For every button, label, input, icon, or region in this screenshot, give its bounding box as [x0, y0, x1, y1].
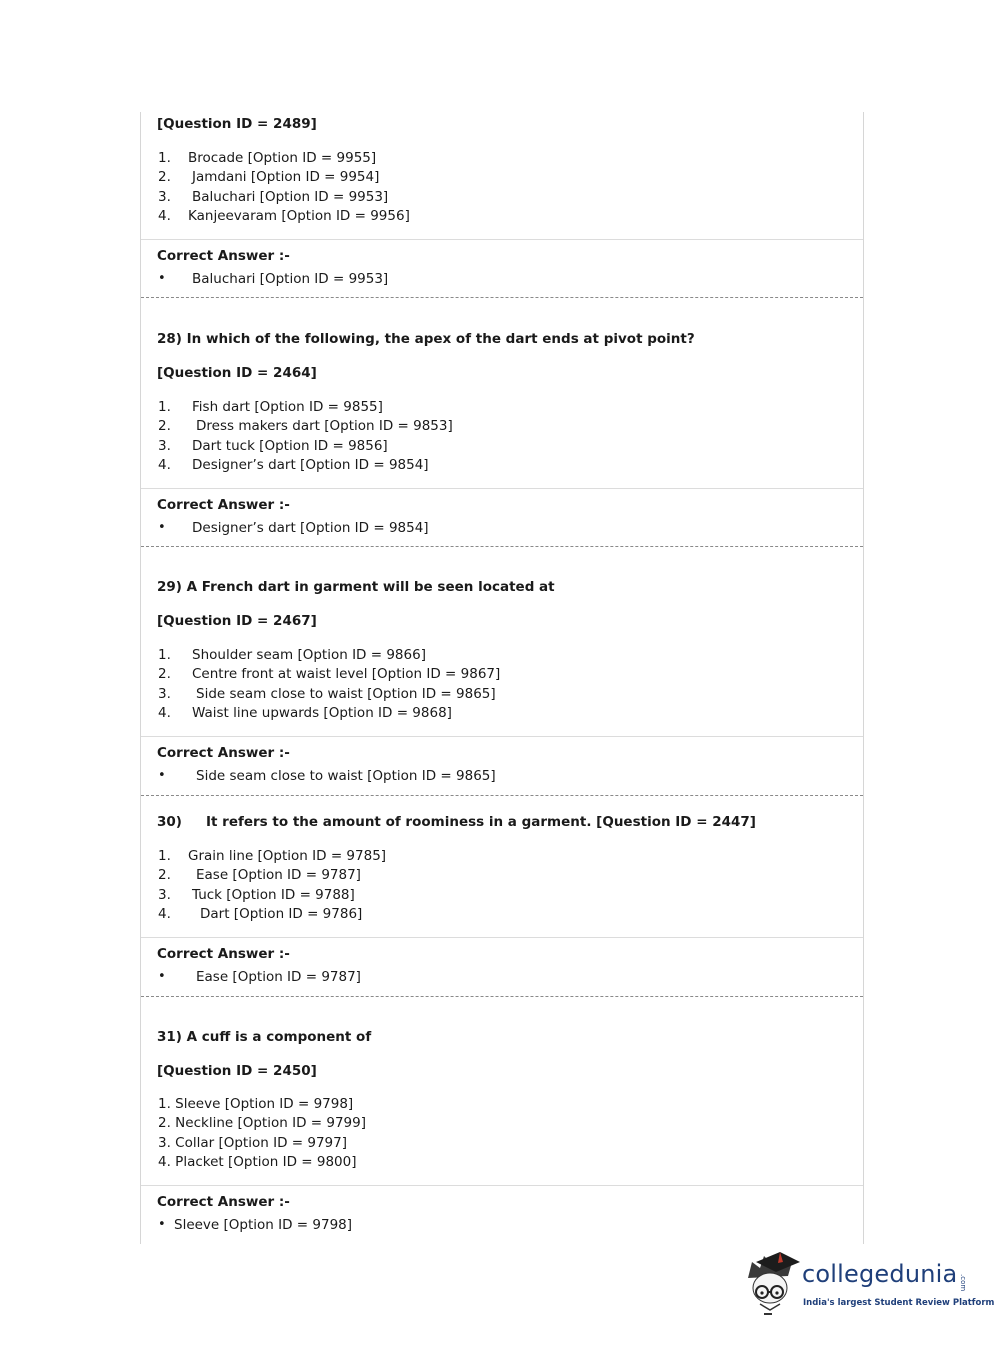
option-text: Shoulder seam [Option ID = 9866]: [192, 647, 426, 663]
option-text: 3. Collar [Option ID = 9797]: [158, 1135, 347, 1151]
divider: [141, 239, 863, 240]
correct-answer-text: Designer’s dart [Option ID = 9854]: [192, 520, 429, 536]
option-number: 3.: [158, 189, 171, 205]
question-id: [Question ID = 2450]: [157, 1063, 317, 1079]
option-text: Dart [Option ID = 9786]: [200, 906, 363, 922]
option-number: 4.: [158, 208, 171, 224]
option-number: 1.: [158, 647, 171, 663]
question-id: [Question ID = 2489]: [157, 116, 317, 132]
question-text: 29) A French dart in garment will be seen located at: [157, 579, 555, 595]
option-text: Jamdani [Option ID = 9954]: [192, 169, 380, 185]
bullet: •: [158, 768, 166, 783]
correct-answer-label: Correct Answer :-: [157, 1194, 290, 1210]
option-text: 1. Sleeve [Option ID = 9798]: [158, 1096, 354, 1112]
bullet: •: [158, 969, 166, 984]
option-text: 2. Neckline [Option ID = 9799]: [158, 1115, 366, 1131]
option-text: 4. Placket [Option ID = 9800]: [158, 1154, 357, 1170]
logo-tagline: India's largest Student Review Platform: [803, 1298, 995, 1308]
question-paper-frame: [140, 112, 864, 1244]
question-separator: [141, 795, 863, 796]
correct-answer-text: Baluchari [Option ID = 9953]: [192, 271, 389, 287]
question-number: 30): [157, 814, 182, 830]
option-text: Designer’s dart [Option ID = 9854]: [192, 457, 429, 473]
bullet: •: [158, 271, 166, 286]
divider: [141, 1185, 863, 1186]
option-number: 2.: [158, 418, 171, 434]
correct-answer-text: Sleeve [Option ID = 9798]: [174, 1217, 353, 1233]
logo-suffix: .com: [959, 1274, 967, 1292]
option-text: Waist line upwards [Option ID = 9868]: [192, 705, 452, 721]
option-number: 2.: [158, 867, 171, 883]
correct-answer-label: Correct Answer :-: [157, 248, 290, 264]
question-text: 28) In which of the following, the apex of the dart ends at pivot point?: [157, 331, 695, 347]
question-separator: [141, 297, 863, 298]
question-text: 31) A cuff is a component of: [157, 1029, 372, 1045]
option-text: Tuck [Option ID = 9788]: [192, 887, 355, 903]
option-text: Brocade [Option ID = 9955]: [188, 150, 377, 166]
bullet: •: [158, 1217, 166, 1232]
option-text: Dress makers dart [Option ID = 9853]: [196, 418, 453, 434]
question-separator: [141, 996, 863, 997]
option-number: 2.: [158, 666, 171, 682]
question-id: [Question ID = 2467]: [157, 613, 317, 629]
correct-answer-label: Correct Answer :-: [157, 497, 290, 513]
option-number: 1.: [158, 150, 171, 166]
question-text: It refers to the amount of roominess in a garment. [Question ID = 2447]: [206, 814, 756, 830]
divider: [141, 937, 863, 938]
option-number: 1.: [158, 848, 171, 864]
option-text: Ease [Option ID = 9787]: [196, 867, 361, 883]
bullet: •: [158, 520, 166, 535]
option-number: 4.: [158, 457, 171, 473]
correct-answer-text: Side seam close to waist [Option ID = 9865]: [196, 768, 496, 784]
option-number: 1.: [158, 399, 171, 415]
mascot-icon: [742, 1248, 802, 1318]
option-text: Dart tuck [Option ID = 9856]: [192, 438, 388, 454]
option-number: 4.: [158, 705, 171, 721]
option-text: Kanjeevaram [Option ID = 9956]: [188, 208, 410, 224]
option-text: Fish dart [Option ID = 9855]: [192, 399, 383, 415]
option-text: Baluchari [Option ID = 9953]: [192, 189, 389, 205]
divider: [141, 736, 863, 737]
option-text: Side seam close to waist [Option ID = 9865]: [196, 686, 496, 702]
option-text: Centre front at waist level [Option ID = 9867]: [192, 666, 501, 682]
option-number: 3.: [158, 686, 171, 702]
divider: [141, 488, 863, 489]
option-number: 3.: [158, 887, 171, 903]
option-text: Grain line [Option ID = 9785]: [188, 848, 387, 864]
question-id: [Question ID = 2464]: [157, 365, 317, 381]
option-number: 4.: [158, 906, 171, 922]
correct-answer-text: Ease [Option ID = 9787]: [196, 969, 361, 985]
option-number: 3.: [158, 438, 171, 454]
question-separator: [141, 546, 863, 547]
collegedunia-logo[interactable]: [742, 1248, 995, 1318]
option-number: 2.: [158, 169, 171, 185]
correct-answer-label: Correct Answer :-: [157, 745, 290, 761]
logo-wordmark: collegedunia: [802, 1260, 958, 1288]
correct-answer-label: Correct Answer :-: [157, 946, 290, 962]
